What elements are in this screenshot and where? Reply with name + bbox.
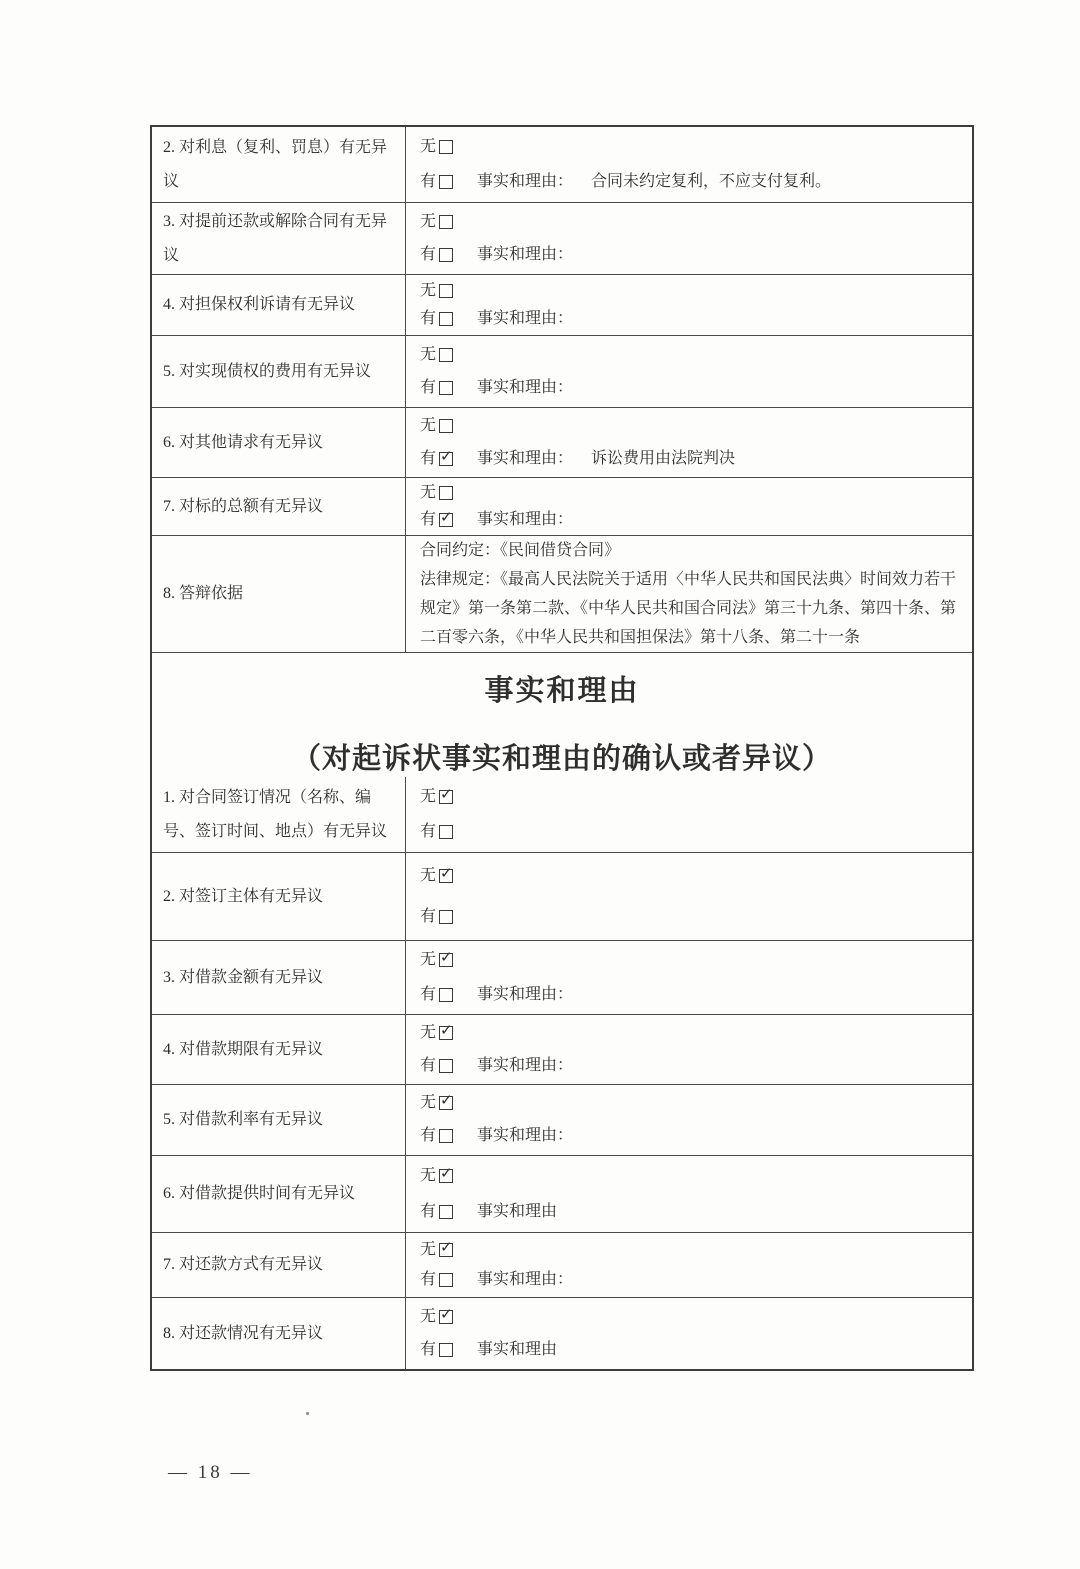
reason-text: 诉讼费用由法院判决 bbox=[591, 449, 736, 467]
no-objection-checkbox bbox=[439, 348, 453, 362]
row-content-cell bbox=[405, 1298, 972, 1369]
row-content-cell bbox=[405, 941, 972, 1014]
no-objection-checkbox bbox=[439, 1021, 453, 1040]
yes-objection-checkbox bbox=[439, 175, 453, 189]
table-row bbox=[152, 1232, 972, 1297]
table-row bbox=[152, 127, 972, 202]
row-label-text: 3. 对提前还款或解除合同有无异议 bbox=[163, 212, 388, 264]
facts-reasons-label: 事实和理由： bbox=[477, 379, 574, 397]
yes-objection-label: 有 bbox=[420, 173, 437, 191]
no-objection-line bbox=[420, 415, 964, 437]
yes-objection-checkbox bbox=[439, 825, 453, 839]
no-objection-line bbox=[420, 865, 964, 887]
no-objection-label: 无 bbox=[420, 281, 437, 299]
row-label-cell bbox=[152, 1233, 405, 1297]
checkmark-icon: ✓ bbox=[440, 1163, 453, 1182]
yes-objection-line bbox=[420, 171, 964, 193]
row-label-text: 1. 对合同签订情况（名称、编号、签订时间、地点）有无异议 bbox=[163, 788, 388, 840]
table-row bbox=[152, 1084, 972, 1155]
no-objection-checkbox bbox=[439, 140, 453, 154]
no-objection-checkbox bbox=[439, 419, 453, 433]
no-objection-label: 无 bbox=[420, 345, 437, 363]
objection-table-claims bbox=[152, 127, 972, 652]
no-objection-checkbox bbox=[439, 784, 453, 804]
row-label-cell bbox=[152, 478, 405, 535]
yes-objection-line bbox=[420, 308, 964, 330]
yes-objection-line bbox=[420, 1125, 964, 1147]
row-label-cell bbox=[152, 127, 405, 202]
table-row bbox=[152, 852, 972, 940]
facts-reasons-label: 事实和理由： bbox=[477, 985, 574, 1003]
row-content-cell bbox=[405, 478, 972, 535]
yes-objection-label: 有 bbox=[420, 379, 437, 397]
row-label-cell bbox=[152, 1156, 405, 1232]
yes-objection-checkbox bbox=[439, 381, 453, 395]
yes-objection-checkbox bbox=[439, 1129, 453, 1143]
legal-basis-line: 二百零六条，《中华人民共和国担保法》第十八条、第二十一条 bbox=[420, 629, 861, 646]
row-content-cell bbox=[405, 127, 972, 202]
table-row bbox=[152, 335, 972, 407]
table-row bbox=[152, 777, 972, 852]
no-objection-label: 无 bbox=[420, 951, 437, 969]
table-row bbox=[152, 202, 972, 274]
no-objection-label: 无 bbox=[420, 866, 437, 884]
facts-reasons-label: 事实和理由： bbox=[477, 1056, 574, 1074]
yes-objection-checkbox bbox=[439, 988, 453, 1002]
facts-reasons-label: 事实和理由： bbox=[477, 309, 574, 327]
row-content-cell bbox=[405, 1233, 972, 1297]
row-label-text: 4. 对借款期限有无异议 bbox=[163, 1040, 324, 1058]
no-objection-line bbox=[420, 1165, 964, 1187]
yes-objection-checkbox bbox=[439, 1273, 453, 1287]
yes-objection-checkbox bbox=[439, 1205, 453, 1219]
row-content-cell bbox=[405, 275, 972, 335]
row-content-cell bbox=[405, 777, 972, 852]
no-objection-checkbox bbox=[439, 1304, 453, 1324]
row-label-cell bbox=[152, 1298, 405, 1369]
row-content-cell bbox=[405, 408, 972, 477]
row-content-cell bbox=[405, 1015, 972, 1084]
row-content-cell bbox=[405, 536, 972, 652]
checkmark-icon: ✓ bbox=[440, 784, 453, 803]
table-row bbox=[152, 1014, 972, 1084]
facts-reasons-label: 事实和理由： bbox=[477, 1127, 574, 1145]
yes-objection-checkbox bbox=[439, 507, 453, 527]
facts-reasons-label: 事实和理由： bbox=[477, 510, 574, 528]
yes-objection-checkbox bbox=[439, 446, 453, 466]
row-label-text: 4. 对担保权利诉请有无异议 bbox=[163, 296, 356, 314]
no-objection-line bbox=[420, 949, 964, 971]
scan-speck bbox=[306, 1412, 309, 1415]
row-label-cell bbox=[152, 275, 405, 335]
row-content-cell bbox=[405, 853, 972, 940]
yes-objection-label: 有 bbox=[420, 449, 437, 467]
row-label-text: 2. 对签订主体有无异议 bbox=[163, 887, 324, 905]
checkmark-icon: ✓ bbox=[440, 1091, 453, 1110]
yes-objection-label: 有 bbox=[420, 1056, 437, 1074]
checkmark-icon: ✓ bbox=[440, 446, 453, 465]
yes-objection-checkbox bbox=[439, 910, 453, 924]
answer-form-table bbox=[150, 125, 974, 1371]
checkmark-icon: ✓ bbox=[440, 1237, 453, 1256]
row-content-cell bbox=[405, 1156, 972, 1232]
table-row bbox=[152, 940, 972, 1014]
no-objection-line bbox=[420, 482, 964, 504]
no-objection-label: 无 bbox=[420, 1240, 437, 1258]
no-objection-label: 无 bbox=[420, 1024, 437, 1042]
checkmark-icon: ✓ bbox=[440, 1304, 453, 1323]
table-row bbox=[152, 477, 972, 535]
yes-objection-checkbox bbox=[439, 1343, 453, 1357]
no-objection-label: 无 bbox=[420, 484, 437, 502]
yes-objection-label: 有 bbox=[420, 1341, 437, 1359]
section-title-cell bbox=[152, 652, 972, 777]
no-objection-label: 无 bbox=[420, 787, 437, 805]
no-objection-line bbox=[420, 344, 964, 366]
row-label-cell bbox=[152, 941, 405, 1014]
yes-objection-line bbox=[420, 509, 964, 531]
row-content-cell bbox=[405, 203, 972, 274]
table-row bbox=[152, 1155, 972, 1232]
row-label-text: 7. 对还款方式有无异议 bbox=[163, 1256, 324, 1274]
row-label-text: 8. 答辩依据 bbox=[163, 585, 244, 603]
row-label-text: 6. 对其他请求有无异议 bbox=[163, 433, 324, 451]
table-row bbox=[152, 535, 972, 652]
legal-basis-line: 合同约定：《民间借贷合同》 bbox=[420, 542, 621, 559]
yes-objection-checkbox bbox=[439, 248, 453, 262]
objection-table-facts bbox=[152, 777, 972, 1369]
legal-basis-line: 法律规定：《最高人民法院关于适用〈中华人民共和国民法典〉时间效力若干 bbox=[420, 571, 957, 588]
yes-objection-label: 有 bbox=[420, 1270, 437, 1288]
no-objection-line bbox=[420, 211, 964, 233]
yes-objection-line bbox=[420, 984, 964, 1006]
checkmark-icon: ✓ bbox=[440, 863, 453, 882]
row-label-text: 7. 对标的总额有无异议 bbox=[163, 497, 324, 515]
facts-reasons-label: 事实和理由： bbox=[477, 246, 574, 264]
no-objection-checkbox bbox=[439, 863, 453, 883]
yes-objection-label: 有 bbox=[420, 309, 437, 327]
section-subtitle: （对起诉状事实和理由的确认或者异议） bbox=[291, 743, 832, 775]
row-label-cell bbox=[152, 853, 405, 940]
no-objection-label: 无 bbox=[420, 1166, 437, 1184]
yes-objection-label: 有 bbox=[420, 823, 437, 841]
yes-objection-label: 有 bbox=[420, 1127, 437, 1145]
no-objection-label: 无 bbox=[420, 417, 437, 435]
page-number: — 18 — bbox=[168, 1462, 253, 1483]
yes-objection-line bbox=[420, 1339, 964, 1361]
no-objection-checkbox bbox=[439, 1237, 453, 1257]
row-label-cell bbox=[152, 336, 405, 407]
no-objection-checkbox bbox=[439, 948, 453, 967]
facts-reasons-label: 事实和理由 bbox=[477, 1202, 558, 1220]
no-objection-checkbox bbox=[439, 1163, 453, 1183]
checkmark-icon: ✓ bbox=[440, 948, 453, 967]
no-objection-line bbox=[420, 1092, 964, 1114]
no-objection-label: 无 bbox=[420, 212, 437, 230]
no-objection-line bbox=[420, 136, 964, 158]
row-label-text: 6. 对借款提供时间有无异议 bbox=[163, 1185, 356, 1203]
row-label-cell bbox=[152, 777, 405, 852]
table-row bbox=[152, 407, 972, 477]
facts-reasons-label: 事实和理由 bbox=[477, 1341, 558, 1359]
row-label-text: 5. 对实现债权的费用有无异议 bbox=[163, 362, 372, 380]
no-objection-line bbox=[420, 1239, 964, 1261]
yes-objection-label: 有 bbox=[420, 246, 437, 264]
yes-objection-line bbox=[420, 1055, 964, 1077]
row-label-cell bbox=[152, 203, 405, 274]
no-objection-label: 无 bbox=[420, 1094, 437, 1112]
reason-text: 合同未约定复利，不应支付复利。 bbox=[591, 173, 832, 191]
yes-objection-line bbox=[420, 377, 964, 399]
table-row bbox=[152, 1297, 972, 1369]
no-objection-checkbox bbox=[439, 284, 453, 298]
row-content-cell bbox=[405, 336, 972, 407]
row-label-cell bbox=[152, 1085, 405, 1155]
yes-objection-line bbox=[420, 821, 964, 843]
checkmark-icon: ✓ bbox=[440, 1021, 453, 1040]
section-title: 事实和理由 bbox=[484, 675, 640, 707]
legal-basis-line: 规定》第一条第二款、《中华人民共和国合同法》第三十九条、第四十条、第 bbox=[420, 600, 957, 617]
yes-objection-line bbox=[420, 1201, 964, 1223]
yes-objection-label: 有 bbox=[420, 985, 437, 1003]
row-label-cell bbox=[152, 1015, 405, 1084]
no-objection-checkbox bbox=[439, 486, 453, 500]
row-label-cell bbox=[152, 408, 405, 477]
no-objection-line bbox=[420, 786, 964, 808]
row-label-text: 2. 对利息（复利、罚息）有无异议 bbox=[163, 138, 388, 190]
yes-objection-line bbox=[420, 448, 964, 470]
row-label-cell bbox=[152, 536, 405, 652]
checkmark-icon: ✓ bbox=[440, 507, 453, 526]
no-objection-label: 无 bbox=[420, 1307, 437, 1325]
row-label-text: 5. 对借款利率有无异议 bbox=[163, 1111, 324, 1129]
yes-objection-checkbox bbox=[439, 1059, 453, 1073]
yes-objection-label: 有 bbox=[420, 908, 437, 926]
no-objection-line bbox=[420, 1306, 964, 1328]
yes-objection-line bbox=[420, 1269, 964, 1291]
no-objection-checkbox bbox=[439, 1091, 453, 1110]
row-label-text: 8. 对还款情况有无异议 bbox=[163, 1324, 324, 1342]
yes-objection-label: 有 bbox=[420, 510, 437, 528]
yes-objection-line bbox=[420, 244, 964, 266]
yes-objection-label: 有 bbox=[420, 1202, 437, 1220]
no-objection-label: 无 bbox=[420, 137, 437, 155]
facts-reasons-label: 事实和理由： bbox=[477, 173, 574, 191]
facts-reasons-label: 事实和理由： bbox=[477, 1270, 574, 1288]
facts-reasons-label: 事实和理由： bbox=[477, 449, 574, 467]
no-objection-checkbox bbox=[439, 215, 453, 229]
no-objection-line bbox=[420, 280, 964, 302]
row-label-text: 3. 对借款金额有无异议 bbox=[163, 968, 324, 986]
yes-objection-checkbox bbox=[439, 312, 453, 326]
row-content-cell bbox=[405, 1085, 972, 1155]
yes-objection-line bbox=[420, 906, 964, 928]
table-row bbox=[152, 274, 972, 335]
no-objection-line bbox=[420, 1022, 964, 1044]
